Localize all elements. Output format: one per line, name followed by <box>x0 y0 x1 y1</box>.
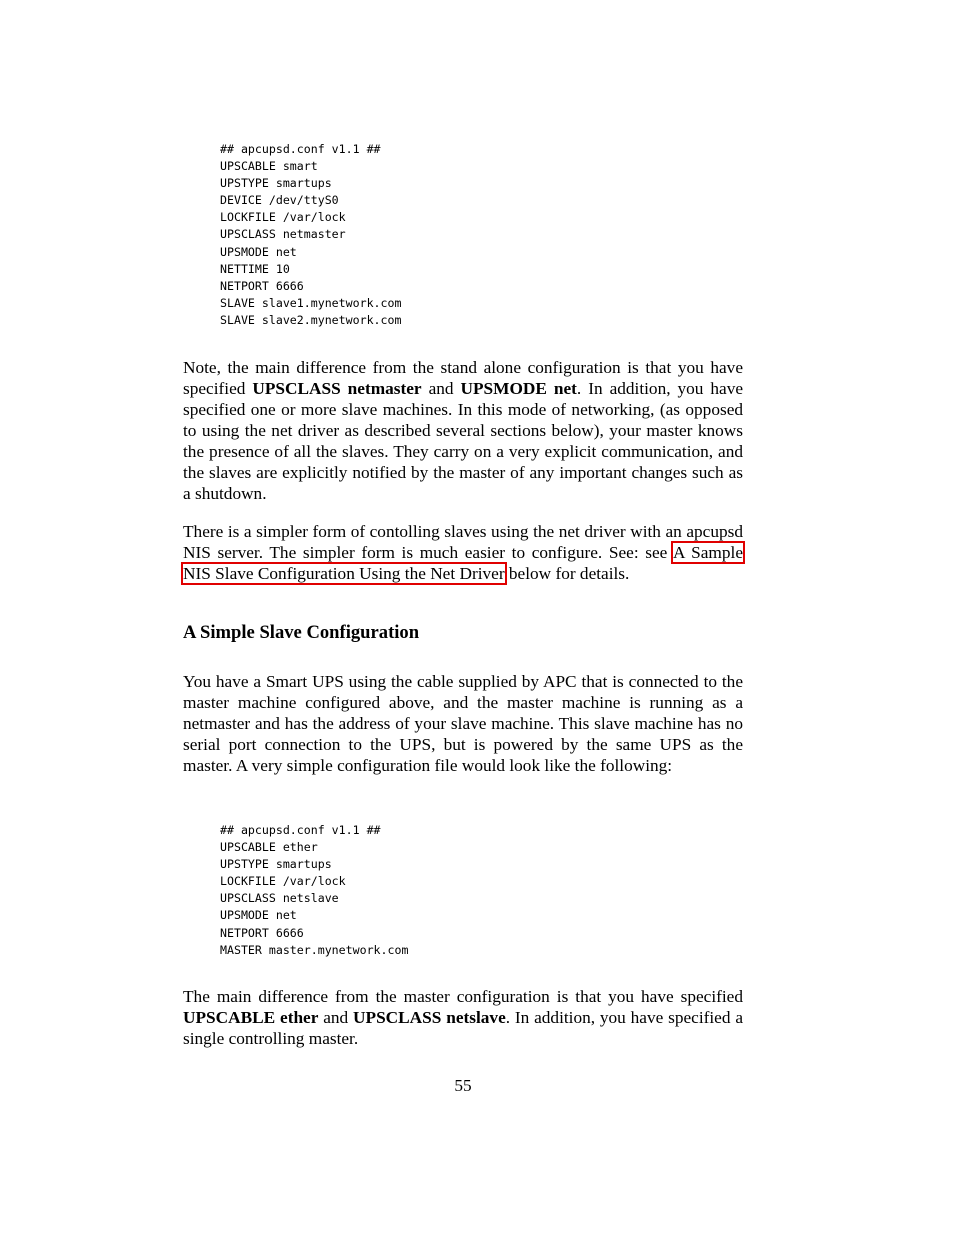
text-span: . In addition, you have specified a single controlling master. <box>183 1008 743 1048</box>
text-span: . In addition, you have specified one or more slave machines. In this mode of networking, (as opposed to using the net driver as described several sections below), your master knows the presence of all the slaves. They carry on a very explicit communication, and the slaves are explicitly notified by the master of any important changes such as a shutdown. <box>183 379 744 503</box>
nis-slave-config-link[interactable]: A Sample NIS Slave Configuration Using the Net Driver <box>183 543 743 583</box>
config-code-block-master: ## apcupsd.conf v1.1 ## UPSCABLE smart UPSTYPE smartups DEVICE /dev/ttyS0 LOCKFILE /var/lock UPSCLASS netmaster UPSMODE net NETTIME 10 NETPORT 6666 SLAVE slave1.mynetwork.com SLAVE slave2.mynetwork.com <box>220 142 402 327</box>
text-span: Note, the main difference from the stand alone configuration is that you have specified <box>183 358 743 398</box>
section-heading: A Simple Slave Configuration <box>183 622 420 643</box>
page-number: 55 <box>454 1076 472 1095</box>
text-span: There is a simpler form of contolling slaves using the net driver with an apcupsd NIS server. The simpler form is much easier to configure. See: see <box>183 522 743 562</box>
text-span: below for details. <box>504 564 630 583</box>
paragraph-master-difference <box>183 357 743 504</box>
bold-term-upsmode-net: UPSMODE net <box>460 379 577 398</box>
bold-term-upsclass-netslave: UPSCLASS netslave <box>353 1008 506 1027</box>
bold-term-upsclass-netmaster: UPSCLASS netmaster <box>252 379 422 398</box>
text-span: and <box>318 1008 354 1027</box>
bold-term-upscable-ether: UPSCABLE ether <box>183 1008 319 1027</box>
config-code-block-slave: ## apcupsd.conf v1.1 ## UPSCABLE ether UPSTYPE smartups LOCKFILE /var/lock UPSCLASS netslave UPSMODE net NETPORT 6666 MASTER master.mynetwork.com <box>220 823 409 957</box>
paragraph-slave-difference <box>183 986 743 1049</box>
text-span: The main difference from the master configuration is that you have specified <box>183 987 743 1006</box>
paragraph-slave-description: You have a Smart UPS using the cable supplied by APC that is connected to the master machine configured above, and the master machine is running as a netmaster and has the address of your slave machine. This slave machine has no serial port connection to the UPS, but is powered by the same UPS as the master. A very simple configuration file would look like the following: <box>183 672 743 775</box>
paragraph-simpler-form <box>183 521 743 584</box>
text-span: and <box>421 379 461 398</box>
